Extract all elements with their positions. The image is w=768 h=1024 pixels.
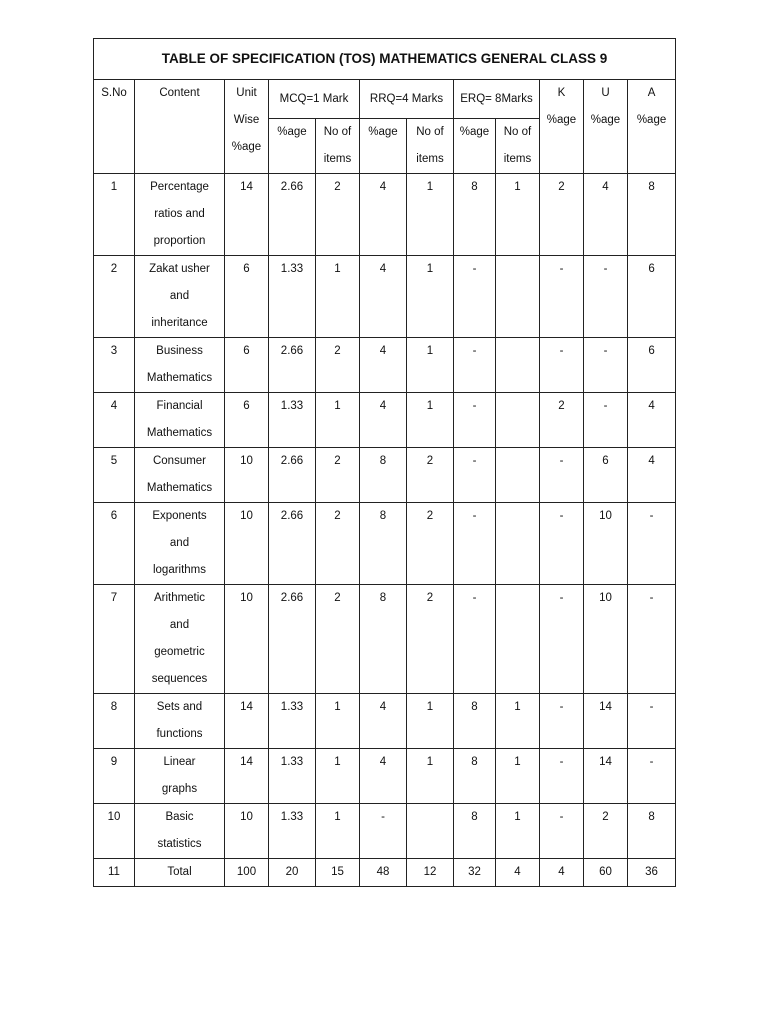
table-row: [94, 338, 676, 393]
cell-a-pct: -: [628, 585, 676, 694]
table-row: [94, 503, 676, 585]
cell-mcq-items: 2: [316, 174, 360, 256]
cell-rrq-items: 1: [407, 338, 454, 393]
table-row: [94, 256, 676, 338]
cell-rrq-pct: 8: [360, 503, 407, 585]
cell-sno: 1: [94, 174, 135, 256]
cell-rrq-items: 1: [407, 174, 454, 256]
cell-erq-pct: 8: [454, 749, 496, 804]
cell-sno: 3: [94, 338, 135, 393]
cell-mcq-pct: 1.33: [269, 804, 316, 859]
cell-rrq-items: 1: [407, 256, 454, 338]
cell-k-pct: -: [540, 503, 584, 585]
cell-u-pct: 14: [584, 749, 628, 804]
cell-erq-pct: -: [454, 393, 496, 448]
cell-rrq-items: 2: [407, 585, 454, 694]
cell-unit-wise: 10: [225, 585, 269, 694]
cell-erq-pct: -: [454, 338, 496, 393]
cell-mcq-items: 2: [316, 448, 360, 503]
table-row: [94, 694, 676, 749]
cell-mcq-pct: 2.66: [269, 338, 316, 393]
header-erq: ERQ= 8Marks: [454, 80, 540, 119]
cell-unit-wise: 6: [225, 256, 269, 338]
cell-mcq-items: 2: [316, 503, 360, 585]
table-title: TABLE OF SPECIFICATION (TOS) MATHEMATICS GENERAL CLASS 9: [94, 39, 676, 80]
cell-u-pct: -: [584, 256, 628, 338]
cell-erq-pct: -: [454, 503, 496, 585]
cell-erq-items: [496, 448, 540, 503]
cell-u-pct: 6: [584, 448, 628, 503]
cell-rrq-pct: 8: [360, 585, 407, 694]
cell-erq-pct: 32: [454, 859, 496, 887]
cell-sno: 10: [94, 804, 135, 859]
cell-mcq-items: 1: [316, 804, 360, 859]
cell-u-pct: 10: [584, 503, 628, 585]
header-erq-items: No of items: [496, 119, 540, 174]
cell-content: Arithmetic and geometric sequences: [135, 585, 225, 694]
cell-content: Zakat usher and inheritance: [135, 256, 225, 338]
cell-k-pct: -: [540, 256, 584, 338]
cell-mcq-pct: 2.66: [269, 174, 316, 256]
cell-content: Financial Mathematics: [135, 393, 225, 448]
cell-unit-wise: 100: [225, 859, 269, 887]
table-row: [94, 174, 676, 256]
cell-mcq-pct: 2.66: [269, 503, 316, 585]
cell-mcq-pct: 1.33: [269, 256, 316, 338]
cell-erq-items: [496, 256, 540, 338]
cell-erq-pct: 8: [454, 174, 496, 256]
cell-erq-pct: -: [454, 585, 496, 694]
cell-unit-wise: 6: [225, 393, 269, 448]
cell-mcq-pct: 1.33: [269, 749, 316, 804]
cell-content: Basic statistics: [135, 804, 225, 859]
cell-content: Business Mathematics: [135, 338, 225, 393]
table-row: [94, 585, 676, 694]
cell-unit-wise: 10: [225, 448, 269, 503]
cell-rrq-items: 1: [407, 749, 454, 804]
cell-k-pct: -: [540, 694, 584, 749]
cell-erq-items: [496, 393, 540, 448]
cell-rrq-pct: 4: [360, 174, 407, 256]
cell-unit-wise: 6: [225, 338, 269, 393]
table-row: [94, 448, 676, 503]
header-mcq: MCQ=1 Mark: [269, 80, 360, 119]
header-erq-pct: %age: [454, 119, 496, 174]
cell-a-pct: -: [628, 694, 676, 749]
cell-k-pct: 2: [540, 393, 584, 448]
cell-a-pct: -: [628, 503, 676, 585]
cell-k-pct: -: [540, 585, 584, 694]
cell-rrq-pct: -: [360, 804, 407, 859]
cell-rrq-pct: 4: [360, 338, 407, 393]
cell-sno: 8: [94, 694, 135, 749]
cell-rrq-items: 1: [407, 694, 454, 749]
cell-a-pct: 6: [628, 256, 676, 338]
cell-erq-items: [496, 338, 540, 393]
cell-erq-items: 1: [496, 749, 540, 804]
header-unit-wise: Unit Wise %age: [225, 80, 269, 174]
table-body: [94, 174, 676, 887]
cell-mcq-items: 2: [316, 338, 360, 393]
cell-unit-wise: 10: [225, 503, 269, 585]
cell-rrq-pct: 4: [360, 393, 407, 448]
cell-content: Linear graphs: [135, 749, 225, 804]
cell-u-pct: 4: [584, 174, 628, 256]
cell-mcq-items: 1: [316, 694, 360, 749]
cell-sno: 5: [94, 448, 135, 503]
cell-erq-items: 1: [496, 804, 540, 859]
cell-mcq-pct: 20: [269, 859, 316, 887]
table-row: [94, 393, 676, 448]
cell-erq-items: 4: [496, 859, 540, 887]
cell-u-pct: -: [584, 393, 628, 448]
cell-rrq-pct: 8: [360, 448, 407, 503]
cell-k-pct: -: [540, 804, 584, 859]
cell-k-pct: -: [540, 448, 584, 503]
cell-rrq-items: 1: [407, 393, 454, 448]
cell-a-pct: 4: [628, 393, 676, 448]
header-a: A %age: [628, 80, 676, 174]
cell-erq-pct: -: [454, 256, 496, 338]
cell-mcq-items: 1: [316, 749, 360, 804]
cell-a-pct: 36: [628, 859, 676, 887]
cell-a-pct: 4: [628, 448, 676, 503]
cell-rrq-items: 2: [407, 448, 454, 503]
cell-a-pct: 8: [628, 174, 676, 256]
table-row: [94, 749, 676, 804]
cell-content: Exponents and logarithms: [135, 503, 225, 585]
cell-sno: 2: [94, 256, 135, 338]
cell-sno: 6: [94, 503, 135, 585]
cell-k-pct: 2: [540, 174, 584, 256]
cell-k-pct: -: [540, 338, 584, 393]
cell-k-pct: 4: [540, 859, 584, 887]
cell-content: Sets and functions: [135, 694, 225, 749]
cell-mcq-pct: 1.33: [269, 393, 316, 448]
cell-rrq-items: [407, 804, 454, 859]
cell-sno: 9: [94, 749, 135, 804]
cell-erq-pct: 8: [454, 694, 496, 749]
cell-mcq-pct: 2.66: [269, 585, 316, 694]
header-mcq-items: No of items: [316, 119, 360, 174]
cell-u-pct: 14: [584, 694, 628, 749]
cell-u-pct: 2: [584, 804, 628, 859]
cell-rrq-pct: 4: [360, 256, 407, 338]
cell-u-pct: 60: [584, 859, 628, 887]
cell-mcq-items: 1: [316, 393, 360, 448]
header-rrq-items: No of items: [407, 119, 454, 174]
header-u: U %age: [584, 80, 628, 174]
cell-rrq-items: 12: [407, 859, 454, 887]
cell-a-pct: 6: [628, 338, 676, 393]
cell-u-pct: -: [584, 338, 628, 393]
cell-sno: 4: [94, 393, 135, 448]
cell-mcq-items: 2: [316, 585, 360, 694]
cell-erq-items: [496, 503, 540, 585]
cell-unit-wise: 14: [225, 694, 269, 749]
cell-a-pct: -: [628, 749, 676, 804]
table-row: [94, 804, 676, 859]
cell-erq-pct: 8: [454, 804, 496, 859]
cell-erq-items: 1: [496, 694, 540, 749]
header-content: Content: [135, 80, 225, 174]
cell-content: Consumer Mathematics: [135, 448, 225, 503]
cell-rrq-items: 2: [407, 503, 454, 585]
cell-rrq-pct: 4: [360, 749, 407, 804]
cell-erq-pct: -: [454, 448, 496, 503]
cell-mcq-pct: 2.66: [269, 448, 316, 503]
cell-rrq-pct: 48: [360, 859, 407, 887]
cell-rrq-pct: 4: [360, 694, 407, 749]
cell-sno: 11: [94, 859, 135, 887]
cell-k-pct: -: [540, 749, 584, 804]
cell-a-pct: 8: [628, 804, 676, 859]
header-mcq-pct: %age: [269, 119, 316, 174]
header-rrq: RRQ=4 Marks: [360, 80, 454, 119]
cell-content: Percentage ratios and proportion: [135, 174, 225, 256]
header-sno: S.No: [94, 80, 135, 174]
tos-table: [93, 38, 676, 887]
header-k: K %age: [540, 80, 584, 174]
cell-erq-items: 1: [496, 174, 540, 256]
cell-content: Total: [135, 859, 225, 887]
cell-u-pct: 10: [584, 585, 628, 694]
header-rrq-pct: %age: [360, 119, 407, 174]
cell-mcq-items: 15: [316, 859, 360, 887]
cell-mcq-pct: 1.33: [269, 694, 316, 749]
cell-unit-wise: 14: [225, 174, 269, 256]
cell-unit-wise: 10: [225, 804, 269, 859]
cell-sno: 7: [94, 585, 135, 694]
cell-erq-items: [496, 585, 540, 694]
cell-mcq-items: 1: [316, 256, 360, 338]
table-row: [94, 859, 676, 887]
cell-unit-wise: 14: [225, 749, 269, 804]
